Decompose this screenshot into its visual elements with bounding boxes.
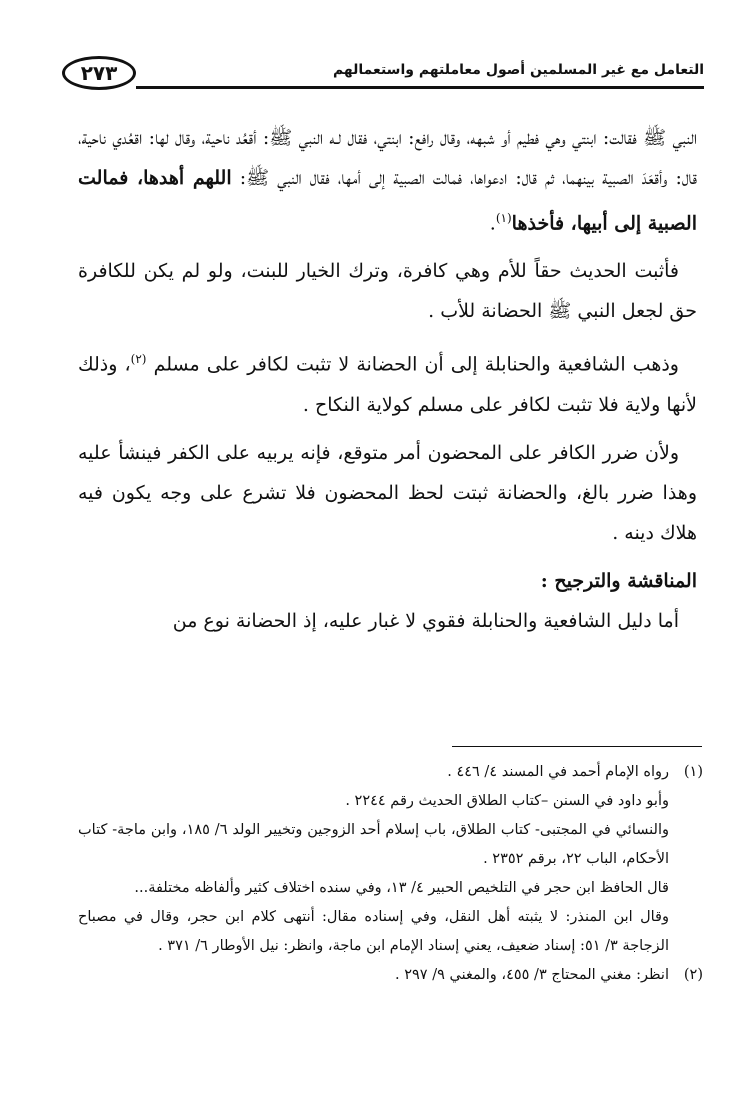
footnote-2-text-1: انظر: مغني المحتاج ٣/ ٤٥٥، والمغني ٩/ ٢٩٧ .	[395, 967, 669, 983]
footnote-1-number: (١)	[683, 764, 703, 780]
footnote-2-number: (٢)	[683, 967, 703, 983]
footnote-1-line-3: والنسائي في المجتبى- كتاب الطلاق، باب إسلام أحد الزوجين وتخيير الولد ٦/ ١٨٥، وابن ماجة- كتاب الأحكام، الباب ٢٢، برقم ٢٣٥٢ .	[78, 822, 670, 867]
paragraph-2: فأثبت الحديث حقاً للأم وهي كافرة، وترك الخيار للبنت، ولو لم يكن للكافرة حق لجعل النبي ﷺ الحضانة للأب .	[78, 260, 697, 323]
header-title: التعامل مع غير المسلمين أصول معاملتهم واستعمالهم	[332, 62, 704, 78]
header-rule	[136, 86, 704, 89]
paragraph-1-end: .	[489, 212, 496, 235]
page-number: ٢٧٣	[62, 56, 136, 90]
paragraph-3	[78, 339, 697, 424]
footnote-ref-2[interactable]: (٢)	[130, 352, 147, 367]
running-header	[62, 50, 704, 96]
footnote-1-line-4: قال الحافظ ابن حجر في التلخيص الحبير ٤/ ١٣، وفي سنده اختلاف كثير وألفاظه مختلفة...	[134, 880, 669, 896]
footnote-ref-1[interactable]: (١)	[495, 211, 512, 225]
footnote-separator	[452, 746, 702, 747]
footnote-1-line-5: وقال ابن المنذر: لا يثبته أهل النقل، وفي إسناده مقال: أنتهى كلام ابن حجر، وقال في مصباح الزجاجة ٣/ ٥١: إسناد ضعيف، يعني إسناد الإمام ابن ماجة، وانظر: نيل الأوطار ٦/ ٣٧١ .	[78, 909, 669, 954]
main-text	[78, 118, 697, 649]
paragraph-4: ولأن ضرر الكافر على المحضون أمر متوقع، فإنه يربيه على الكفر فينشأ عليه وهذا ضرر بالغ، والحضانة ثبتت لحظ المحضون فلا تشرع على وجه يكون فيه هلاك دينه .	[78, 441, 697, 544]
footnote-1-line-2: وأبو داود في السنن –كتاب الطلاق الحديث رقم ٢٢٤٤ .	[345, 793, 669, 809]
footnotes	[78, 758, 703, 990]
paragraph-3-end: ، وذلك لأنها ولاية فلا تثبت لكافر على مسلم كولاية النكاح .	[78, 353, 697, 416]
footnote-2-line-1	[78, 961, 703, 990]
paragraph-1-bold: اللهم أهدها، فمالت الصبية إلى أبيها، فأخذها	[78, 167, 697, 235]
paragraph-1	[78, 118, 697, 243]
paragraph-3-text: وذهب الشافعية والحنابلة إلى أن الحضانة لا تثبت لكافر على مسلم	[153, 353, 679, 376]
footnote-1-line-1	[78, 758, 703, 787]
section-heading: المناقشة والترجيح :	[540, 569, 697, 592]
paragraph-1-text: النبي ﷺ فقالت: ابنتي وهي فطيم أو شبهه، وقال رافع: ابنتي، فقال لـه النبي ﷺ: أقعُد ناحية، وقال لها: اقعُدي ناحية، قال: وأقعَدَ الصبية بينهما، ثم قال: ادعواها، فمالت الصبية إلى أمها، فقال النبي ﷺ:	[78, 127, 698, 189]
footnote-1-text-1: رواه الإمام أحمد في المسند ٤/ ٤٤٦ .	[447, 764, 669, 780]
paragraph-5: أما دليل الشافعية والحنابلة فقوي لا غبار عليه، إذ الحضانة نوع من	[172, 609, 679, 632]
